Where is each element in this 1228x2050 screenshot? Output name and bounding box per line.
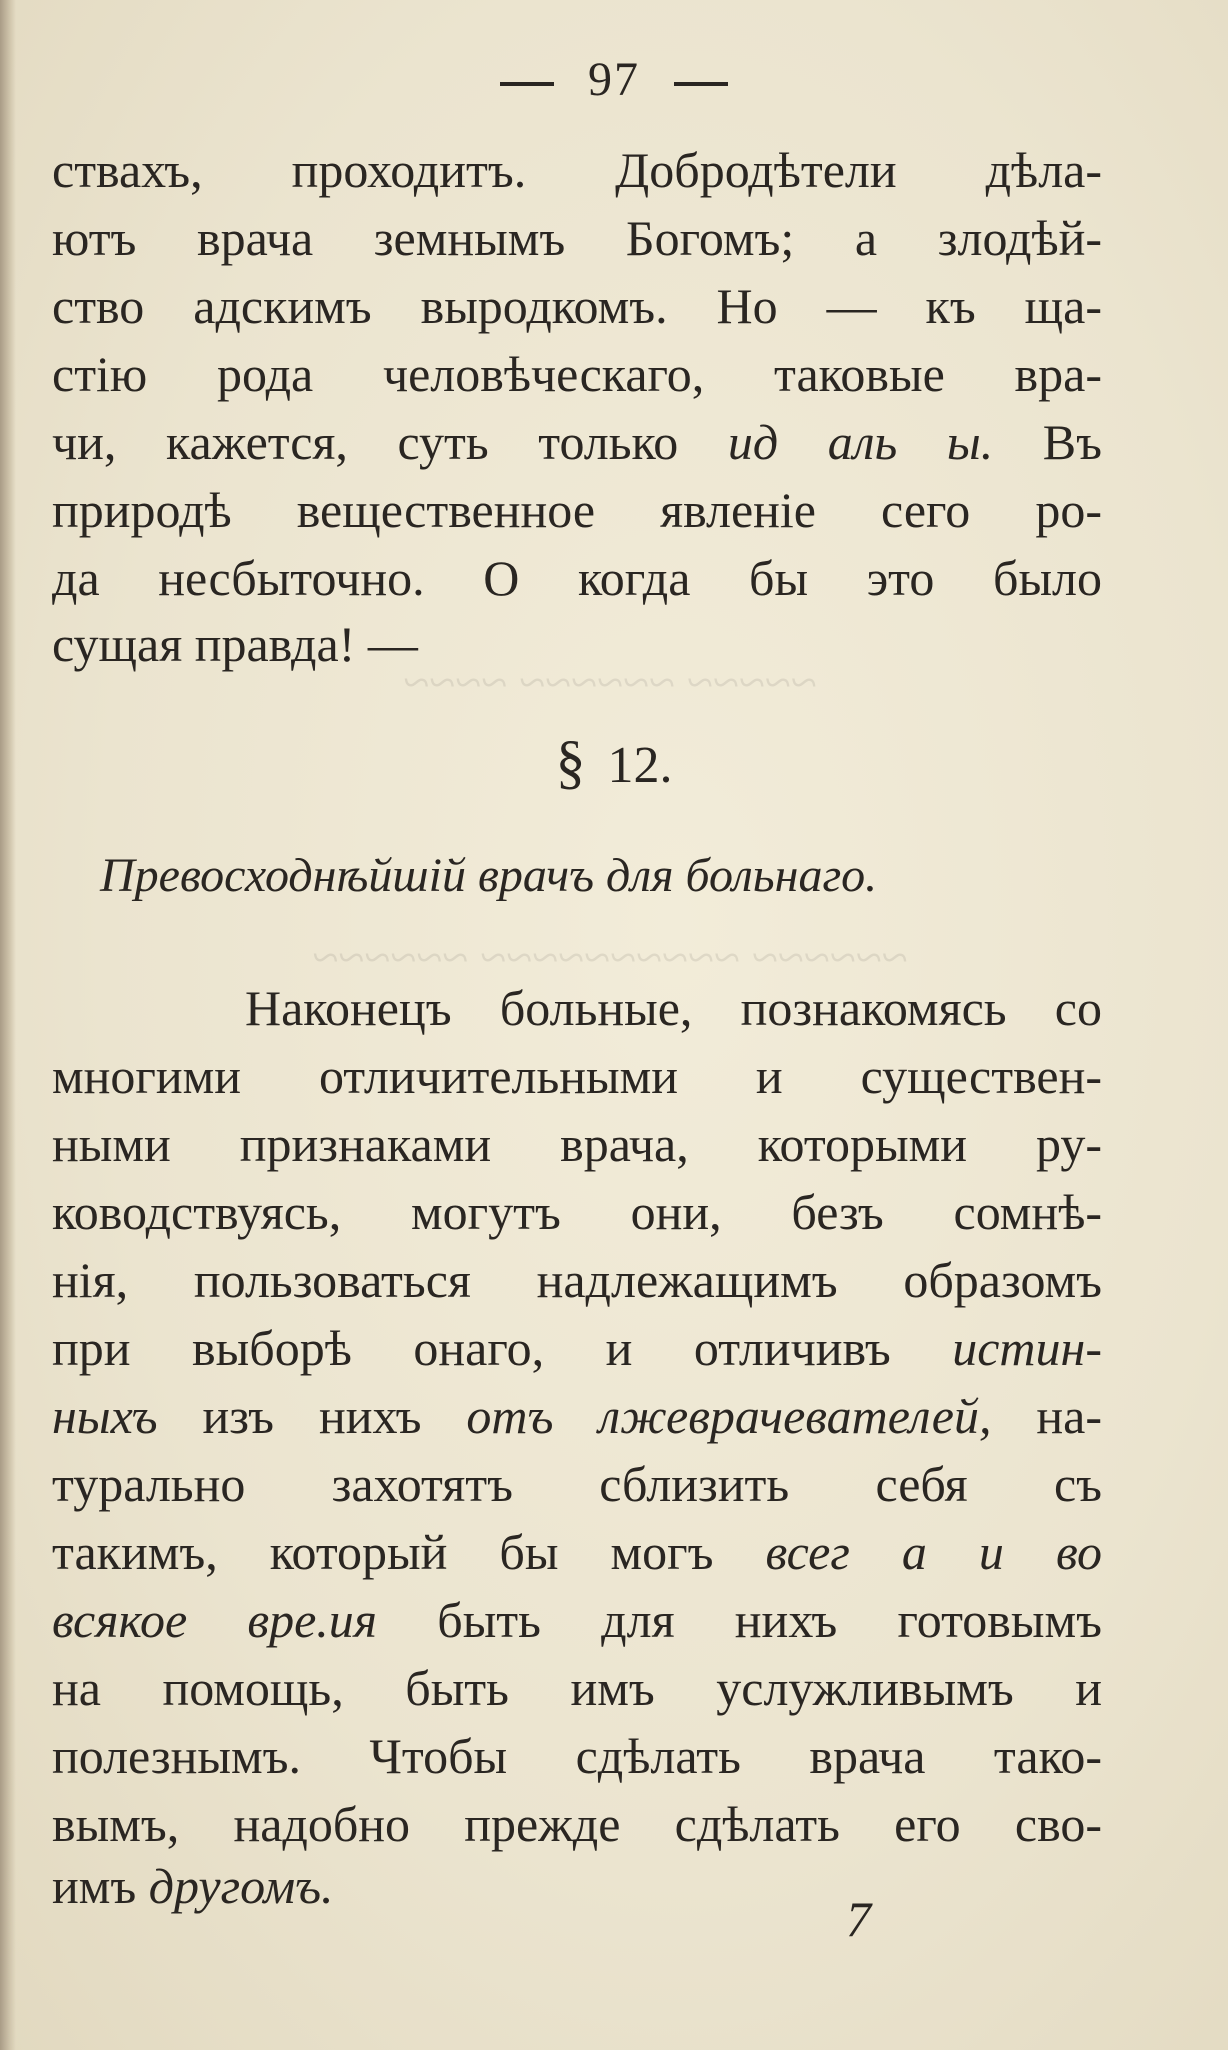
- text-line: да несбыточно. О когда бы это было: [52, 550, 1102, 606]
- text-line: природѣ вещественное явленіе сего ро-: [52, 482, 1102, 538]
- show-through-text: ~~~~~ ~~~~~~ ~~~~: [403, 656, 817, 709]
- text-line: ствахъ, проходитъ. Добродѣтели дѣла-: [52, 142, 1102, 198]
- text-line: Наконецъ больные, познакомясь со: [52, 980, 1102, 1036]
- text-line: ство адскимъ выродкомъ. Но — къ ща-: [52, 278, 1102, 334]
- section-sign: §: [555, 729, 586, 795]
- text-line: сущая правда! —: [52, 616, 418, 672]
- section-heading: Превосходнѣйшій врачъ для больнаго.: [100, 849, 878, 902]
- text-line: полезнымъ. Чтобы сдѣлать врача тако-: [52, 1728, 1102, 1784]
- page-number: [0, 52, 1228, 107]
- text-line: вымъ, надобно прежде сдѣлать его сво-: [52, 1796, 1102, 1852]
- show-through-text: ~~~~~~ ~~~~~~~~~~ ~~~~~~: [312, 931, 908, 984]
- text-line: ными признаками врача, которыми ру-: [52, 1116, 1102, 1172]
- text-line: такимъ, который бы могъ всег а и во: [52, 1524, 1102, 1580]
- text-line: стію рода человѣческаго, таковые вра-: [52, 346, 1102, 402]
- text-line: при выборѣ онаго, и отличивъ истин-: [52, 1320, 1102, 1376]
- text-line: ныхъ изъ нихъ отъ лжеврачевателей, на-: [52, 1388, 1102, 1444]
- text-line: имъ другомъ.: [52, 1858, 334, 1914]
- section-number: 12.: [607, 737, 673, 794]
- text-line: всякое вре.ия быть для нихъ готовымъ: [52, 1592, 1102, 1648]
- text-line: ководствуясь, могутъ они, безъ сомнѣ-: [52, 1184, 1102, 1240]
- page-number-text: 97: [588, 53, 640, 106]
- section-marker: [0, 728, 1228, 797]
- text-line: на помощь, быть имъ услужливымъ и: [52, 1660, 1102, 1716]
- page-spine-shadow: [0, 0, 16, 2050]
- text-line: турально захотятъ сблизить себя съ: [52, 1456, 1102, 1512]
- folio-dash-right: [674, 82, 728, 86]
- text-line: многими отличительными и существен-: [52, 1048, 1102, 1104]
- text-line: нія, пользоваться надлежащимъ образомъ: [52, 1252, 1102, 1308]
- text-line: чи, кажется, суть только ид аль ы. Въ: [52, 414, 1102, 470]
- signature-mark: 7: [846, 1891, 871, 1947]
- folio-dash-left: [500, 82, 554, 86]
- text-line: ютъ врача земнымъ Богомъ; а злодѣй-: [52, 210, 1102, 266]
